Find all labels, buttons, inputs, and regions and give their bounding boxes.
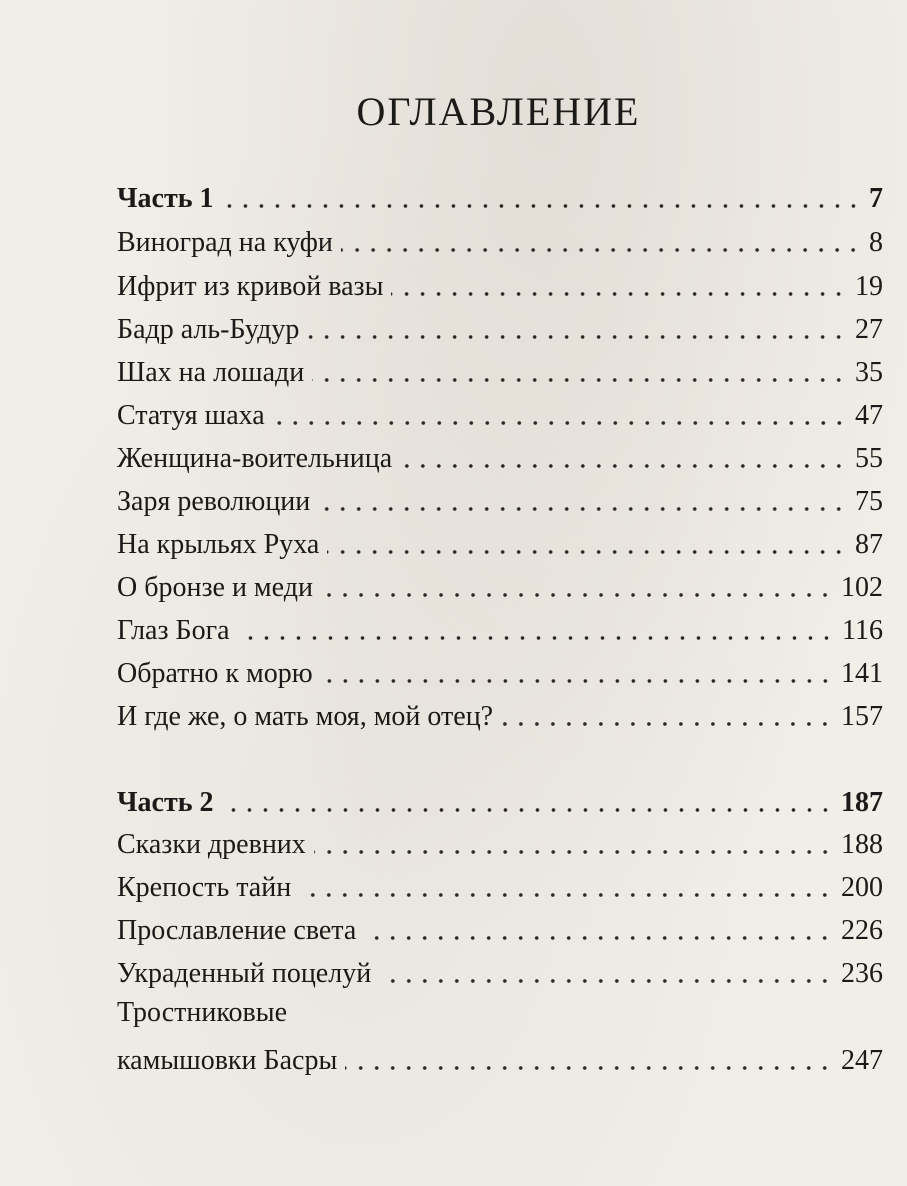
toc-entry: [117, 518, 883, 562]
chapter-title-line-2: камышовки Басры: [117, 1045, 338, 1076]
dot-leader: [238, 634, 834, 642]
toc-entry: [117, 475, 883, 519]
page-number: 19: [855, 271, 883, 302]
page-number: 141: [841, 658, 883, 689]
toc-entry: [117, 818, 883, 862]
dot-leader: [222, 202, 861, 210]
chapter-title: Женщина-воительница: [117, 443, 393, 474]
page-number: 87: [855, 529, 883, 560]
page-number: 35: [855, 357, 883, 388]
chapter-title: Крепость тайн: [117, 872, 292, 903]
toc-heading: ОГЛАВЛЕНИЕ: [356, 89, 641, 134]
toc-entry: [117, 432, 883, 476]
toc-entry: [117, 604, 883, 648]
page-number: 47: [855, 400, 883, 431]
chapter-title: На крыльях Руха: [117, 529, 320, 560]
part-label: Часть 2: [117, 787, 214, 818]
part-label: Часть 1: [117, 183, 214, 214]
toc-entry: [117, 861, 883, 905]
toc-entry: [117, 947, 883, 991]
chapter-title: О бронзе и меди: [117, 572, 313, 603]
dot-leader: [312, 376, 847, 384]
toc-part-2: [117, 776, 883, 820]
chapter-title: Заря революции: [117, 486, 311, 517]
dot-leader: [314, 848, 833, 856]
dot-leader: [307, 333, 847, 341]
chapter-title: Обратно к морю: [117, 658, 313, 689]
toc-entry: [117, 346, 883, 390]
dot-leader: [400, 462, 847, 470]
dot-leader: [345, 1064, 833, 1072]
page-number: 27: [855, 314, 883, 345]
chapter-title: Украденный поцелуй: [117, 958, 372, 989]
toc-entry: [117, 647, 883, 691]
toc-entry: [117, 690, 883, 734]
toc-entry: [117, 561, 883, 605]
chapter-title-line-1: Тростниковые: [117, 997, 288, 1028]
toc-entry: [117, 216, 883, 260]
dot-leader: [391, 290, 847, 298]
chapter-title: Виноград на куфи: [117, 227, 333, 258]
dot-leader: [321, 591, 833, 599]
page-number: 102: [841, 572, 883, 603]
page-number: 247: [841, 1045, 883, 1076]
toc-part-1: [117, 172, 883, 216]
dot-leader: [379, 977, 833, 985]
chapter-title: Прославление света: [117, 915, 357, 946]
dot-leader: [273, 419, 847, 427]
page-number: 8: [869, 227, 883, 258]
page-number: 188: [841, 829, 883, 860]
page-number: 226: [841, 915, 883, 946]
page-number: 116: [842, 615, 883, 646]
toc-entry: [117, 1034, 883, 1078]
dot-leader: [222, 806, 833, 814]
page-number: 75: [855, 486, 883, 517]
page-number: 157: [841, 701, 883, 732]
chapter-title: И где же, о мать моя, мой отец?: [117, 701, 494, 732]
dot-leader: [501, 720, 833, 728]
page-number: 187: [841, 787, 883, 818]
dot-leader: [364, 934, 833, 942]
chapter-title: Ифрит из кривой вазы: [117, 271, 384, 302]
toc-entry: [117, 260, 883, 304]
dot-leader: [321, 677, 833, 685]
page-number: 236: [841, 958, 883, 989]
chapter-title: Глаз Бога: [117, 615, 230, 646]
chapter-title: Статуя шаха: [117, 400, 265, 431]
dot-leader: [341, 246, 861, 254]
toc-entry: [117, 389, 883, 433]
toc-entry: [117, 303, 883, 347]
toc-entry: [117, 904, 883, 948]
dot-leader: [327, 548, 847, 556]
chapter-title: Шах на лошади: [117, 357, 305, 388]
page-number: 55: [855, 443, 883, 474]
page-number: 7: [869, 183, 883, 214]
page-number: 200: [841, 872, 883, 903]
chapter-title: Бадр аль-Будур: [117, 314, 300, 345]
dot-leader: [318, 505, 847, 513]
chapter-title: Сказки древних: [117, 829, 306, 860]
dot-leader: [299, 891, 833, 899]
